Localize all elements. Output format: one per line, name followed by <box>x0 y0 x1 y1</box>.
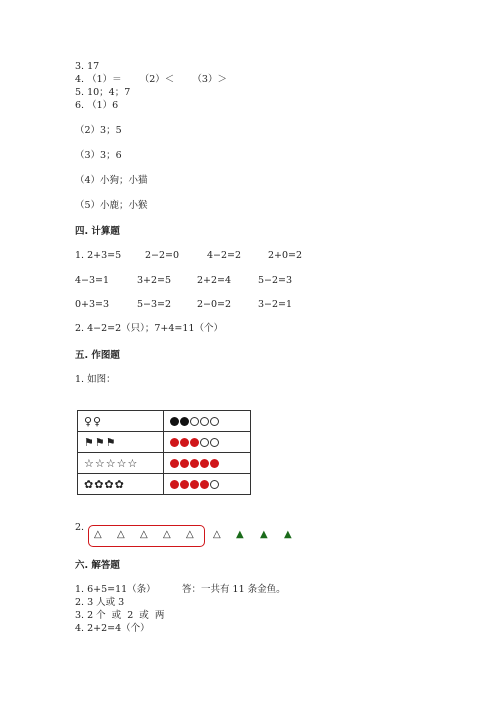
answer-6-4: （4）小狗；小猫 <box>75 175 148 186</box>
black-dot <box>180 417 189 426</box>
section-title-4: 四. 计算题 <box>75 226 120 237</box>
flag-icon: ⚑⚑⚑ <box>84 435 117 449</box>
red-dot <box>180 438 189 447</box>
red-dot <box>190 459 199 468</box>
calc-3-1: 0+3=3 <box>75 299 110 310</box>
table-row <box>78 432 251 453</box>
red-dot <box>170 480 179 489</box>
triangle-filled-icon: ▲ <box>236 529 244 540</box>
red-dot <box>190 480 199 489</box>
star-icon: ☆☆☆☆☆ <box>84 456 139 470</box>
red-dot <box>200 459 209 468</box>
table-row <box>78 474 251 495</box>
empty-dot <box>190 417 199 426</box>
calc-1-2: 2−2=0 <box>145 250 180 261</box>
solution-1: 1. 6+5=11（条） <box>75 584 156 595</box>
triangle-outline-icon: △ <box>140 529 148 540</box>
solution-1-answer: 答：一共有 11 条金鱼。 <box>182 584 286 595</box>
calc-2-3: 2+2=4 <box>197 275 232 286</box>
dots-cell <box>164 453 251 474</box>
empty-dot <box>200 438 209 447</box>
triangle-outline-icon: △ <box>186 529 194 540</box>
table-row <box>78 411 251 432</box>
answer-6-3: （3）3；6 <box>75 150 122 161</box>
black-dot <box>170 417 179 426</box>
dots-cell <box>164 411 251 432</box>
triangle-outline-icon: △ <box>213 529 221 540</box>
table-row <box>78 453 251 474</box>
dots-cell <box>164 474 251 495</box>
red-dot <box>210 459 219 468</box>
calc-3-3: 2−0=2 <box>197 299 232 310</box>
empty-dot <box>200 417 209 426</box>
triangle-filled-icon: ▲ <box>260 529 268 540</box>
calc-1-3: 4−2=2 <box>207 250 242 261</box>
triangle-outline-icon: △ <box>117 529 125 540</box>
red-dot <box>170 438 179 447</box>
answer-6-5: （5）小鹿；小猴 <box>75 200 148 211</box>
triangle-filled-icon: ▲ <box>284 529 292 540</box>
empty-dot <box>210 417 219 426</box>
empty-dot <box>210 480 219 489</box>
drawing-item-1: 1. 如图： <box>75 374 116 385</box>
answer-6-2: （2）3；5 <box>75 125 122 136</box>
balloon-icon: ♀♀ <box>84 414 103 428</box>
section-title-5: 五. 作图题 <box>75 350 120 361</box>
empty-dot <box>210 438 219 447</box>
answer-6-1: 6. （1）6 <box>75 100 119 111</box>
flower-icon: ✿✿✿✿ <box>84 477 125 491</box>
solution-2: 2. 3 人或 3 <box>75 597 125 608</box>
red-dot <box>180 459 189 468</box>
calc-2-4: 5−2=3 <box>258 275 293 286</box>
solution-4: 4. 2+2=4（个） <box>75 623 150 634</box>
calc-1-1: 1. 2+3=5 <box>75 250 122 261</box>
calc-3-2: 5−3=2 <box>137 299 172 310</box>
red-dot <box>200 480 209 489</box>
answer-5: 5. 10；4；7 <box>75 87 131 98</box>
red-dot <box>170 459 179 468</box>
triangle-outline-icon: △ <box>94 529 102 540</box>
solution-3: 3. 2 个 或 2 或 两 <box>75 610 165 621</box>
calc-3-4: 3−2=1 <box>258 299 293 310</box>
red-dot <box>180 480 189 489</box>
calc-2-2: 3+2=5 <box>137 275 172 286</box>
answer-3: 3. 17 <box>75 61 100 72</box>
triangle-outline-icon: △ <box>163 529 171 540</box>
red-dot <box>190 438 199 447</box>
answer-4: 4. （1）＝ （2）＜ （3）＞ <box>75 74 227 85</box>
calc-1-4: 2+0=2 <box>268 250 303 261</box>
section-title-6: 六. 解答题 <box>75 560 120 571</box>
calc-2-1: 4−3=1 <box>75 275 110 286</box>
calc-item-2: 2. 4−2=2（只）；7+4=11（个） <box>75 323 223 334</box>
drawing-item-2: 2. <box>75 522 85 533</box>
dots-cell <box>164 432 251 453</box>
drawing-table <box>77 410 251 495</box>
